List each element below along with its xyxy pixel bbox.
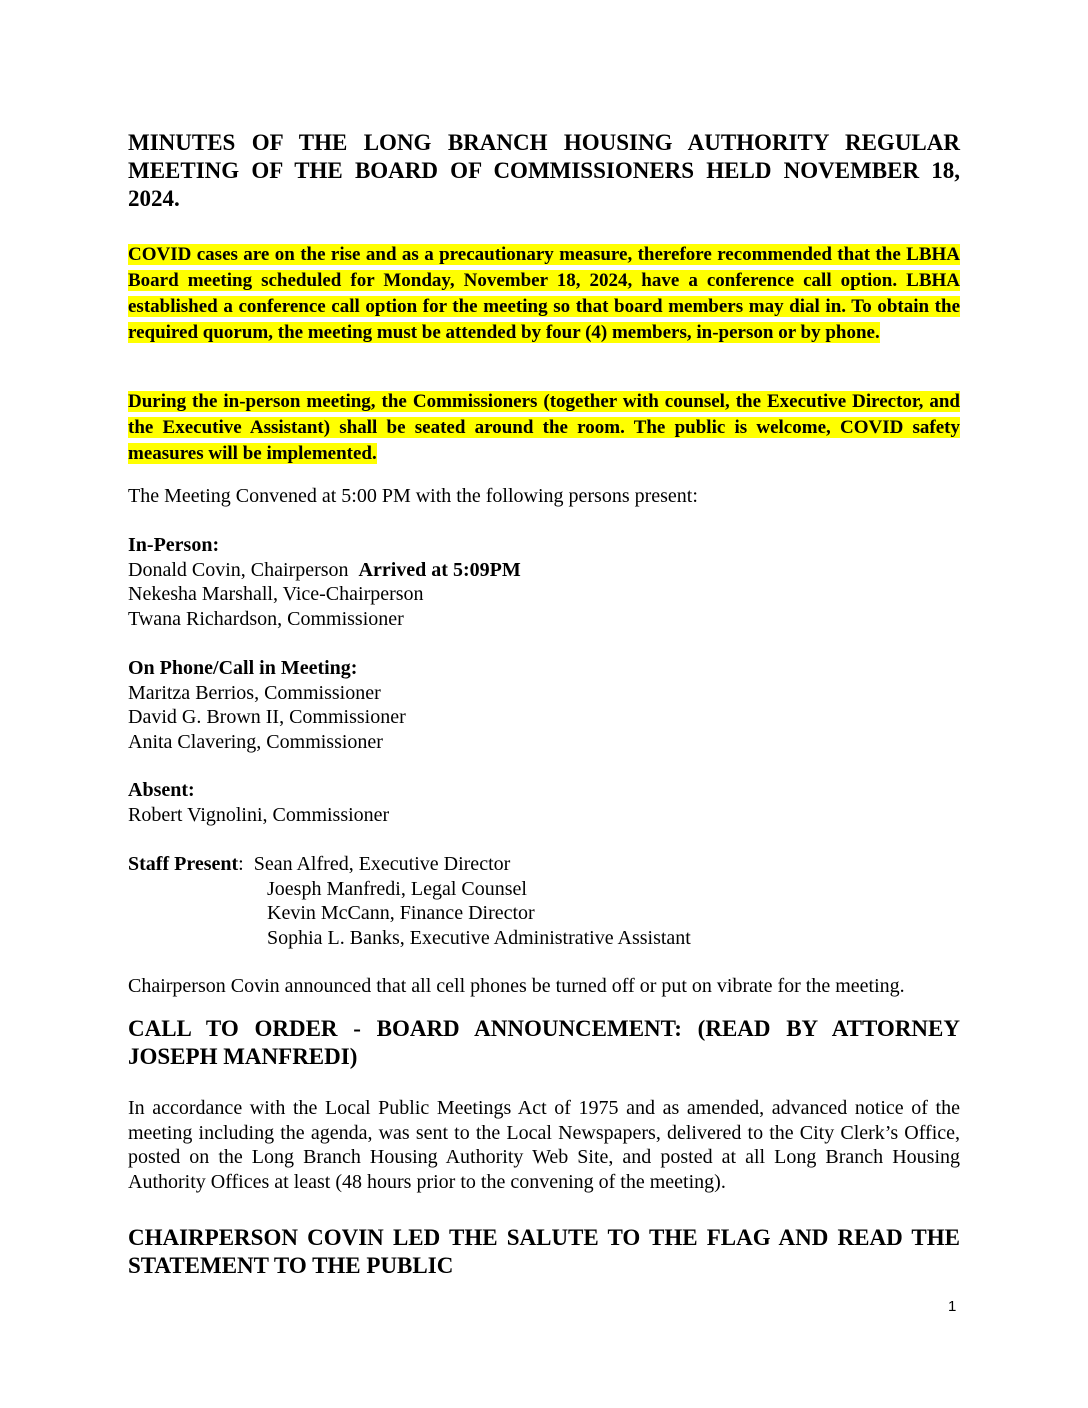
highlighted-text: COVID cases are on the rise and as a precautionary measure, therefore recommended that the LBHA Board meeting scheduled for Monday, November 18, 2024, have a conference call option. LBHA established a conference call option for the meeting so that board members may dial in. To obtain the required quorum, the meeting must be attended by four (4) members, in-person or by phone. xyxy=(128,244,960,343)
on-phone-heading: On Phone/Call in Meeting: xyxy=(128,657,358,679)
attendee-name: Nekesha Marshall, Vice-Chairperson xyxy=(128,583,424,605)
attendee-name: Anita Clavering, Commissioner xyxy=(128,730,383,753)
cell-phone-notice: Chairperson Covin announced that all cell phones be turned off or put on vibrate for the meeting. xyxy=(128,975,905,997)
seating-notice-paragraph xyxy=(128,389,960,467)
highlighted-text: During the in-person meeting, the Commissioners (together with counsel, the Executive Director, and the Executive Assistant) shall be seated around the room. The public is welcome, COVID safety measures will be implemented. xyxy=(128,391,960,464)
staff-member: Joesph Manfredi, Legal Counsel xyxy=(267,877,527,900)
call-to-order-heading: CALL TO ORDER - BOARD ANNOUNCEMENT: (READ BY ATTORNEY JOSEPH MANFREDI) xyxy=(128,1016,960,1069)
staff-member: Sophia L. Banks, Executive Administrative Assistant xyxy=(267,926,691,949)
in-person-heading: In-Person: xyxy=(128,534,220,556)
absent-members xyxy=(128,778,960,827)
phone-attendees xyxy=(128,656,960,754)
convened-statement: The Meeting Convened at 5:00 PM with the following persons present: xyxy=(128,485,698,507)
call-to-order-text: In accordance with the Local Public Meetings Act of 1975 and as amended, advanced notice of the meeting including the agenda, was sent to the Local Newspapers, delivered to the City Clerk’s Office, posted on the Long Branch Housing Authority Web Site, and posted at all Long Branch Housing Authority Offices at least (48 hours prior to the convening of the meeting). xyxy=(128,1097,960,1193)
staff-member: Kevin McCann, Finance Director xyxy=(267,902,535,924)
document-title: MINUTES OF THE LONG BRANCH HOUSING AUTHORITY REGULAR MEETING OF THE BOARD OF COMMISSIONERS HELD NOVEMBER 18, 2024. xyxy=(128,130,960,211)
attendee-line xyxy=(128,558,960,583)
attendee-name: Twana Richardson, Commissioner xyxy=(128,607,404,630)
arrival-note: Arrived at 5:09PM xyxy=(358,558,521,581)
absent-heading: Absent: xyxy=(128,779,195,801)
attendee-name: David G. Brown II, Commissioner xyxy=(128,706,406,728)
attendee-name: Maritza Berrios, Commissioner xyxy=(128,681,381,704)
staff-present xyxy=(128,852,960,950)
staff-member: Sean Alfred, Executive Director xyxy=(253,853,511,875)
attendee-name: Donald Covin, Chairperson xyxy=(128,558,349,581)
staff-row: Staff Present: Sean Alfred, Executive Director xyxy=(128,853,511,875)
covid-notice-paragraph xyxy=(128,242,960,346)
staff-heading: Staff Present xyxy=(128,853,239,875)
attendee-name: Robert Vignolini, Commissioner xyxy=(128,803,390,826)
salute-heading: CHAIRPERSON COVIN LED THE SALUTE TO THE FLAG AND READ THE STATEMENT TO THE PUBLIC xyxy=(128,1225,960,1278)
in-person-attendees xyxy=(128,533,960,631)
page-number: 1 xyxy=(948,1298,957,1315)
